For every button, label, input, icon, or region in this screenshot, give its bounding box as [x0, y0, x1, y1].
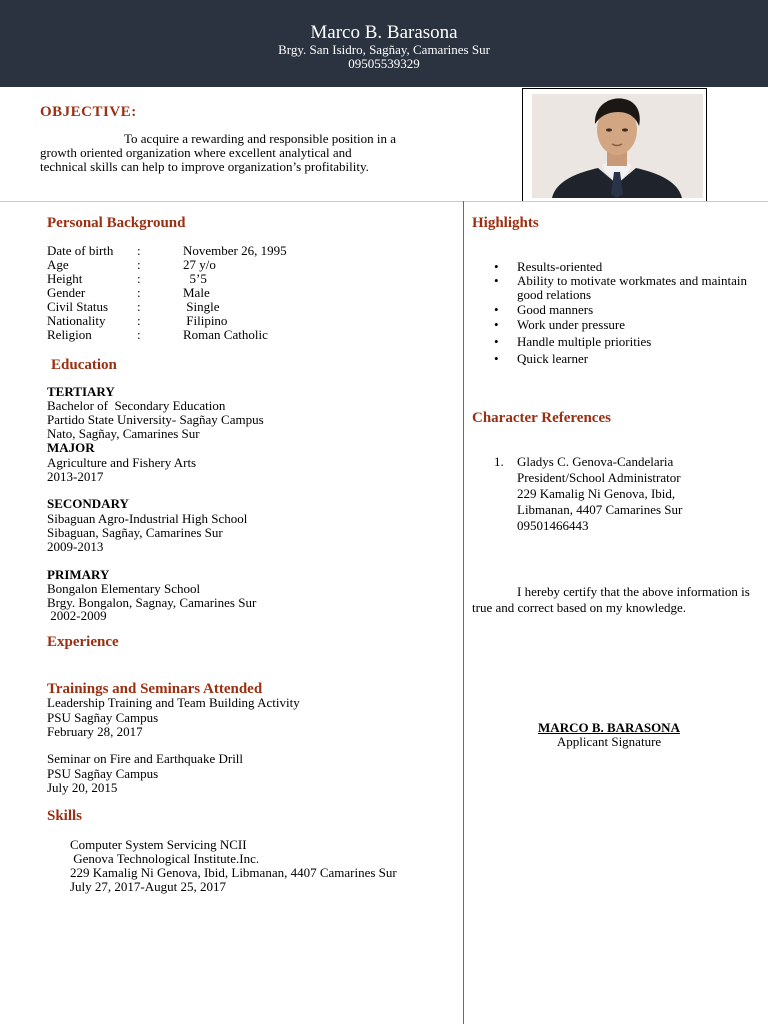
certification-first: I hereby certify that the above — [517, 584, 674, 599]
objective-title: OBJECTIVE: — [40, 104, 137, 120]
info-label: Religion — [47, 327, 92, 342]
info-label: Civil Status — [47, 299, 109, 314]
certification-rest: information is true and correct based on my knowledge. — [472, 584, 750, 615]
list-item: • Results-oriented — [490, 260, 760, 274]
primary-label: PRIMARY — [47, 567, 110, 582]
signature-label: Applicant Signature — [556, 734, 662, 749]
objective-line: technical skills can help to improve organization’s profitability. — [40, 159, 369, 174]
objective-line: growth oriented organization where excellent analytical and — [40, 145, 352, 160]
references-title: Character References — [472, 410, 611, 426]
info-value: 27 y/o — [183, 257, 216, 272]
skill-line: 229 Kamalig Ni Genova, Ibid, Libmanan, 4407 Camarines Sur — [70, 865, 397, 880]
info-separator: : — [137, 285, 141, 300]
info-row-civil-status — [47, 300, 347, 314]
info-label: Height — [47, 271, 83, 286]
photo-frame — [522, 88, 707, 202]
info-separator: : — [137, 243, 141, 258]
info-label: Nationality — [47, 313, 106, 328]
training-line: Seminar on Fire and Earthquake Drill — [47, 751, 244, 766]
list-item: • Handle multiple priorities — [490, 335, 760, 349]
info-row-nationality — [47, 314, 347, 328]
column-divider — [463, 201, 464, 1024]
reference-line: President/School Administrator — [517, 470, 681, 485]
applicant-name: Marco B. Barasona — [310, 22, 458, 43]
trainings-title: Trainings and Seminars Attended — [47, 681, 263, 697]
info-row-religion — [47, 328, 347, 342]
experience-title: Experience — [47, 634, 119, 650]
info-separator: : — [137, 313, 141, 328]
reference-line: Gladys C. Genova-Candelaria — [517, 454, 674, 469]
signature-name: MARCO B. BARASONA — [538, 720, 680, 735]
info-label: Age — [47, 257, 69, 272]
skill-line: Computer System Servicing NCII — [70, 837, 247, 852]
reference-line: 09501466443 — [517, 518, 589, 533]
certification-text — [472, 584, 752, 616]
reference-line: Libmanan, 4407 Camarines Sur — [517, 502, 683, 517]
reference-line: 229 Kamalig Ni Genova, Ibid, — [517, 486, 676, 501]
tertiary-label: TERTIARY — [47, 384, 115, 399]
major-line: Agriculture and Fishery Arts — [47, 455, 197, 470]
tertiary-line: Partido State University- Sagñay Campus — [47, 412, 264, 427]
info-value: Male — [183, 285, 210, 300]
skills-title: Skills — [47, 808, 83, 824]
secondary-label: SECONDARY — [47, 496, 129, 511]
info-row-age — [47, 258, 347, 272]
info-row-height — [47, 272, 347, 286]
primary-line: 2002-2009 — [47, 608, 107, 623]
list-item: • Work under pressure — [490, 318, 760, 332]
tertiary-line: Bachelor of Secondary Education — [47, 398, 226, 413]
secondary-line: Sibaguan, Sagñay, Camarines Sur — [47, 525, 223, 540]
portrait-image — [532, 94, 703, 198]
skill-line: July 27, 2017-Augut 25, 2017 — [70, 879, 226, 894]
info-value: 5’5 — [183, 271, 207, 286]
resume-header — [0, 0, 768, 87]
info-row-birth — [47, 244, 347, 258]
highlights-title: Highlights — [472, 215, 539, 231]
highlights-list — [490, 260, 760, 366]
training-line: PSU Sagñay Campus — [47, 766, 159, 781]
info-label: Gender — [47, 285, 86, 300]
list-item: • Good manners — [490, 303, 760, 317]
major-label: MAJOR — [47, 440, 95, 455]
objective-line: To acquire a rewarding and responsible position in a — [124, 131, 397, 146]
horizontal-divider — [0, 201, 768, 202]
info-separator: : — [137, 327, 141, 342]
info-value: Single — [183, 299, 220, 314]
applicant-photo — [532, 94, 703, 198]
training-line: February 28, 2017 — [47, 724, 143, 739]
reference-number: 1. — [494, 454, 504, 469]
info-separator: : — [137, 271, 141, 286]
education-title: Education — [51, 357, 117, 373]
info-value: November 26, 1995 — [183, 243, 287, 258]
personal-background-title: Personal Background — [47, 215, 186, 231]
primary-line: Bongalon Elementary School — [47, 581, 201, 596]
info-separator: : — [137, 299, 141, 314]
list-item: • Quick learner — [490, 352, 760, 366]
info-label: Date of birth — [47, 243, 114, 258]
training-line: July 20, 2015 — [47, 780, 118, 795]
info-value: Filipino — [183, 313, 228, 328]
list-item: • Ability to motivate workmates and maintain good relations — [490, 274, 760, 302]
training-line: PSU Sagñay Campus — [47, 710, 159, 725]
reference-entry — [517, 455, 747, 535]
applicant-phone: 09505539329 — [348, 56, 420, 71]
skill-line: Genova Technological Institute.Inc. — [70, 851, 260, 866]
training-line: Leadership Training and Team Building Activity — [47, 695, 300, 710]
secondary-line: Sibaguan Agro-Industrial High School — [47, 511, 248, 526]
info-value: Roman Catholic — [183, 327, 268, 342]
info-row-gender — [47, 286, 347, 300]
major-line: 2013-2017 — [47, 469, 104, 484]
tertiary-line: Nato, Sagñay, Camarines Sur — [47, 426, 200, 441]
applicant-address: Brgy. San Isidro, Sagñay, Camarines Sur — [278, 42, 490, 57]
objective-text — [40, 132, 480, 174]
secondary-line: 2009-2013 — [47, 539, 104, 554]
primary-line: Brgy. Bongalon, Sagnay, Camarines Sur — [47, 595, 257, 610]
info-separator: : — [137, 257, 141, 272]
